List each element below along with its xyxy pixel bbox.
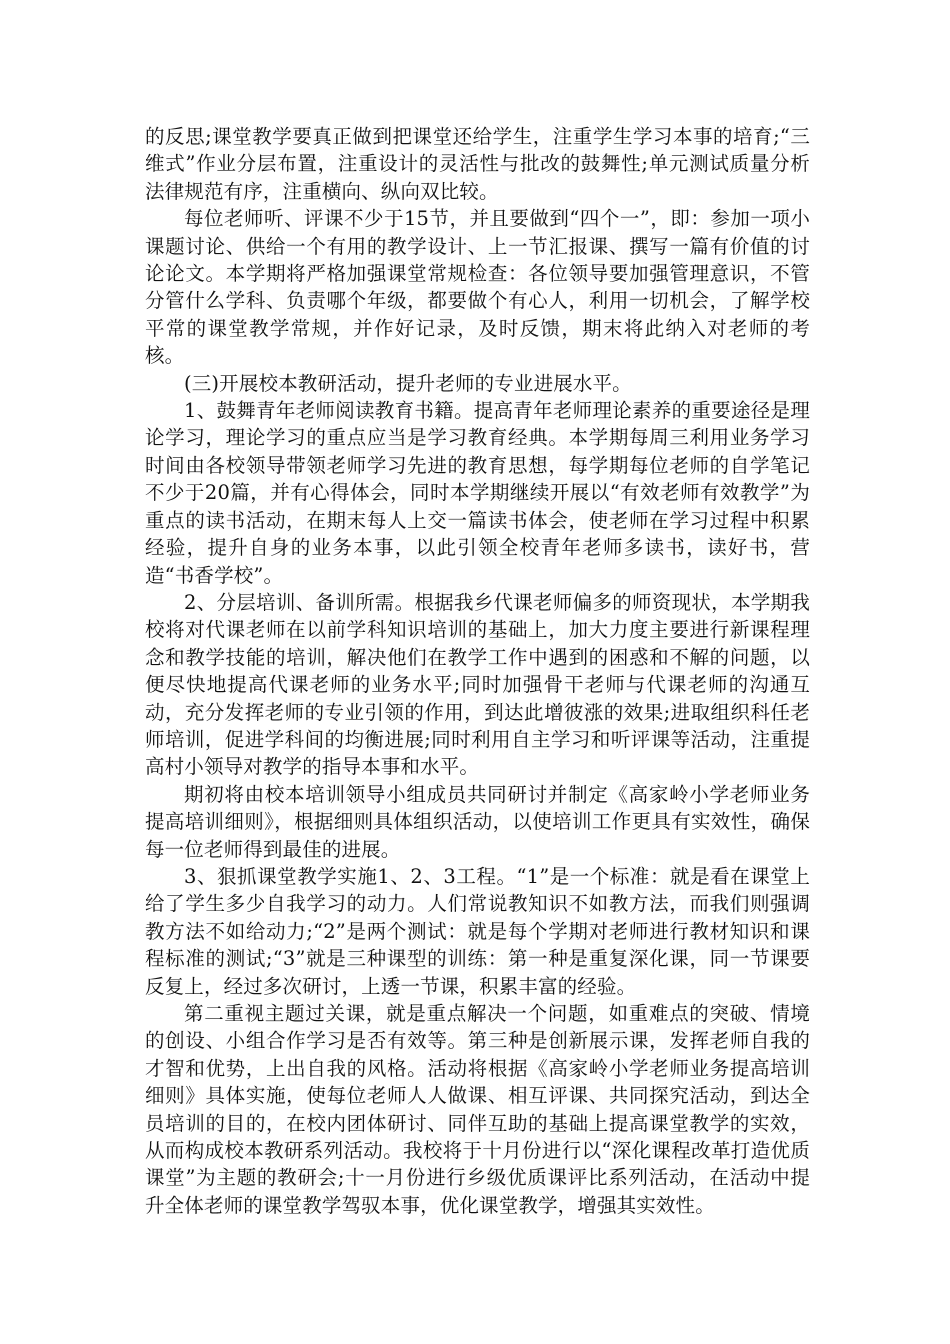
paragraph-1: 的反思;课堂教学要真正做到把课堂还给学生，注重学生学习本事的培育;“三维式”作业分层布置，注重设计的灵活性与批改的鼓舞性;单元测试质量分析法律规范有序，注重横向、纵向双比较。 xyxy=(145,125,810,203)
paragraph-4: 1、鼓舞青年老师阅读教育书籍。提高青年老师理论素养的重要途径是理论学习，理论学习的重点应当是学习教育经典。本学期每周三利用业务学习时间由各校领导带领老师学习先进的教育思想，每学期每位老师的自学笔记不少于20篇，并有心得体会，同时本学期继续开展以“有效老师有效教学”为重点的读书活动，在期末每人上交一篇读书体会，使老师在学习过程中积累经验，提升自身的业务本事，以此引领全校青年老师多读书，读好书，营造“书香学校”。 xyxy=(145,399,810,587)
paragraph-5: 2、分层培训、备训所需。根据我乡代课老师偏多的师资现状，本学期我校将对代课老师在以前学科知识培训的基础上，加大力度主要进行新课程理念和教学技能的培训，解决他们在教学工作中遇到的困惑和不解的问题，以便尽快地提高代课老师的业务水平;同时加强骨干老师与代课老师的沟通互动，充分发挥老师的专业引领的作用，到达此增彼涨的效果;进取组织科任老师培训，促进学科间的均衡进展;同时利用自主学习和听评课等活动，注重提高村小领导对教学的指导本事和水平。 xyxy=(145,590,810,779)
paragraph-3-heading: (三)开展校本教研活动，提升老师的专业进展水平。 xyxy=(184,371,632,395)
paragraph-6: 期初将由校本培训领导小组成员共同研讨并制定《高家岭小学老师业务提高培训细则》，根据细则具体组织活动，以使培训工作更具有实效性，确保每一位老师得到最佳的进展。 xyxy=(145,782,810,861)
paragraph-2: 每位老师听、评课不少于15节，并且要做到“四个一”，即：参加一项小课题讨论、供给一个有用的教学设计、上一节汇报课、撰写一篇有价值的讨论论文。本学期将严格加强课堂常规检查：各位领导要加强管理意识，不管分管什么学科、负责哪个年级，都要做个有心人，利用一切机会，了解学校平常的课堂教学常规，并作好记录，及时反馈，期末将此纳入对老师的考核。 xyxy=(145,207,810,368)
document-body xyxy=(145,123,810,1219)
paragraph-7: 3、狠抓课堂教学实施1、2、3工程。“1”是一个标准：就是看在课堂上给了学生多少自我学习的动力。人们常说教知识不如教方法，而我们则强调教方法不如给动力;“2”是两个测试：就是每个学期对老师进行教材知识和课程标准的测试;“3”就是三种课型的训练：第一种是重复深化课，同一节课要反复上，经过多次研讨，上透一节课，积累丰富的经验。 xyxy=(145,864,810,998)
paragraph-8: 第二重视主题过关课，就是重点解决一个问题，如重难点的突破、情境的创设、小组合作学习是否有效等。第三种是创新展示课，发挥老师自我的才智和优势，上出自我的风格。活动将根据《高家岭小学老师业务提高培训细则》具体实施，使每位老师人人做课、相互评课、共同探究活动，到达全员培训的目的，在校内团体研讨、同伴互助的基础上提高课堂教学的实效，从而构成校本教研系列活动。我校将于十月份进行以“深化课程改革打造优质课堂”为主题的教研会;十一月份进行乡级优质课评比系列活动，在活动中提升全体老师的课堂教学驾驭本事，优化课堂教学，增强其实效性。 xyxy=(145,1002,810,1217)
